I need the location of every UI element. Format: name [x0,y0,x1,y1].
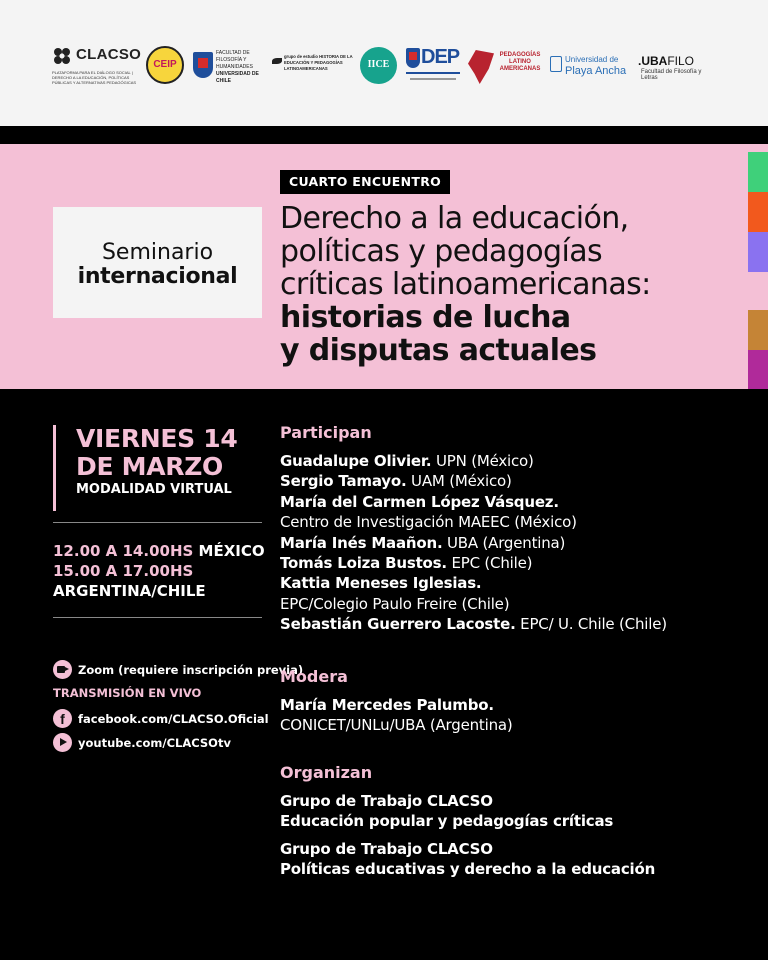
clacso-logo-name: CLACSO [76,46,142,63]
grupo-historia-logo-name: grupo de estudio HISTORIA DE LA EDUCACIÓN Y PEDAGOGÍAS LATINOAMERICANAS [284,54,353,71]
ubafilo-logo-sub: Facultad de Filosofía y Letras [641,69,702,81]
ubafilo-logo-uba: .UBA [638,54,668,68]
youtube-play-icon [53,733,72,752]
seminario-box [53,207,262,318]
zoom-info[interactable] [53,660,303,679]
event-date-line1: VIERNES 14 [76,424,238,453]
logo-strip [0,0,768,126]
participant-item: Tomás Loiza Bustos. EPC (Chile) [280,554,533,573]
dep-logo [406,46,460,86]
encuentro-badge: CUARTO ENCUENTRO [280,170,450,194]
date-block [53,425,237,511]
moderator-affiliation: CONICET/UNLu/UBA (Argentina) [280,716,513,735]
participant-item: Kattia Meneses Iglesias. [280,574,482,593]
participant-item: María del Carmen López Vásquez. [280,492,559,511]
title-line: Derecho a la educación, [280,201,629,236]
participant-item: Sergio Tamayo. UAM (México) [280,472,512,491]
streaming-label: TRANSMISIÓN EN VIVO [53,686,202,700]
divider [53,617,262,618]
ffh-logo [193,48,265,84]
event-title [280,202,740,367]
moderator-name: María Mercedes Palumbo. [280,696,494,714]
ceip-logo-name: CEIP [153,59,177,70]
organizer [280,839,740,880]
organizer [280,791,740,832]
video-camera-icon [53,660,72,679]
title-line: políticas y pedagogías [280,234,603,269]
organizer-line: Educación popular y pedagogías críticas [280,812,614,831]
organizer-line: Grupo de Trabajo CLACSO [280,792,493,810]
moderator-heading: Modera [280,667,348,686]
ubafilo-logo [638,54,718,80]
internacional-label: internacional [77,264,238,289]
ffh-logo-name: FACULTAD DE FILOSOFÍA Y HUMANIDADES [216,50,253,70]
time-mexico: 12.00 A 14.00HS [53,542,194,560]
grupo-pedagogias-logo-name: PEDAGOGÍAS LATINO AMERICANAS [499,52,541,72]
side-color-bar-2 [748,192,768,232]
participant-item: Sebastián Guerrero Lacoste. EPC/ U. Chile (Chile) [280,615,667,634]
facebook-url: facebook.com/CLACSO.Oficial [78,711,269,726]
clacso-mark-icon [52,46,72,66]
latin-america-map-icon [468,50,494,84]
event-date-line2: DE MARZO [76,452,223,481]
time-mexico-place: MÉXICO [198,542,265,560]
dep-logo-name: DEP [421,46,460,68]
time-argentina-chile: 15.00 A 17.00HS [53,562,194,580]
upa-logo-small: Universidad de [565,55,619,64]
participant-item: María Inés Maañon. UBA (Argentina) [280,533,566,552]
clacso-logo-subtitle: PLATAFORMA PARA EL DIÁLOGO SOCIAL | DERECHO A LA EDUCACIÓN, POLÍTICAS PÚBLICAS Y ALTERNATIVAS PEDAGÓGICAS [52,70,137,85]
youtube-url: youtube.com/CLACSOtv [78,735,231,750]
iice-logo-name: IICE [367,59,390,70]
zoom-text: Zoom (requiere inscripción previa) [78,662,304,677]
participants-list [280,451,730,635]
ffh-logo-sub: UNIVERSIDAD DE CHILE [216,71,259,84]
title-line-bold: historias de lucha [280,300,571,335]
participant-item: Centro de Investigación MAEEC (México) [280,513,577,532]
uchile-shield-icon [406,48,420,68]
youtube-link[interactable] [53,733,231,752]
upa-logo [550,54,634,80]
uchile-shield-icon [193,52,213,78]
event-times [53,541,265,601]
organizer-line: Políticas educativas y derecho a la educación [280,860,656,879]
time-argentina-chile-place: ARGENTINA/CHILE [53,582,206,600]
ceip-logo [146,46,184,84]
participant-item: EPC/Colegio Paulo Freire (Chile) [280,594,510,613]
university-icon [550,56,562,72]
clacso-logo [52,44,142,88]
facebook-link[interactable] [53,709,269,728]
upa-logo-big: Playa Ancha [565,65,627,77]
divider [53,522,262,523]
moderator [280,695,740,736]
ubafilo-logo-filo: FILO [667,54,695,68]
grupo-historia-logo [272,52,354,80]
side-color-bar-1 [748,152,768,192]
side-color-bar-4 [748,310,768,350]
title-line-bold: y disputas actuales [280,333,597,368]
bird-icon [272,58,282,64]
participant-item: Guadalupe Olivier. UPN (México) [280,452,534,470]
seminario-label: Seminario [101,240,214,265]
side-color-bar-3 [748,232,768,272]
organizers-heading: Organizan [280,763,373,782]
side-color-bar-5 [748,350,768,389]
facebook-icon: f [53,709,72,728]
event-modality: MODALIDAD VIRTUAL [76,482,232,497]
grupo-pedagogias-logo [468,46,544,86]
organizer-line: Grupo de Trabajo CLACSO [280,840,493,858]
title-line: críticas latinoamericanas: [280,267,651,302]
iice-logo [360,47,397,84]
participants-heading: Participan [280,423,372,442]
